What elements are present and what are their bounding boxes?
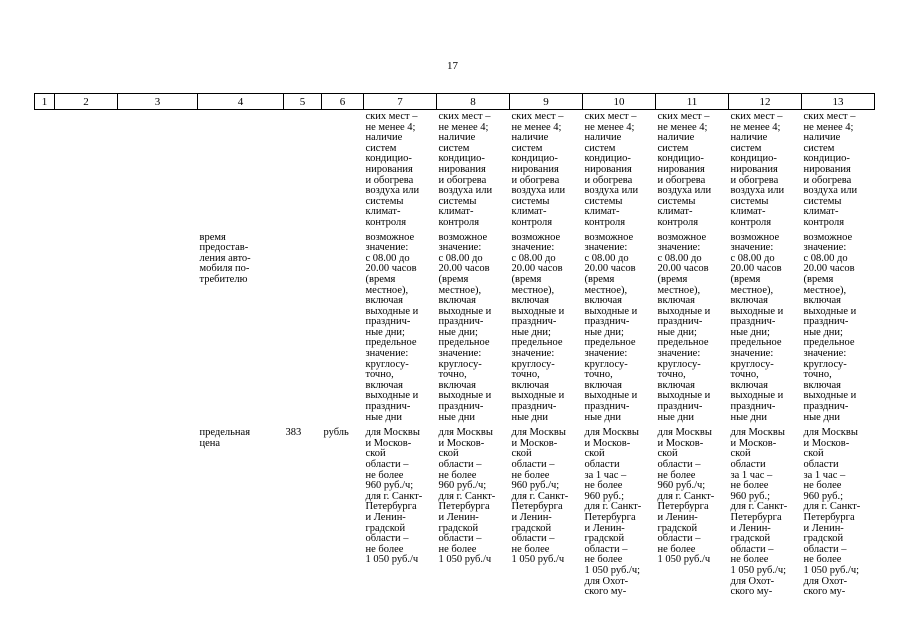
characteristic-name: время предостав- ления авто- мобиля по- требителю	[199, 231, 251, 285]
value-cell: ских мест – не менее 4; наличие систем кондицио- нирования и обогрева воздуха или системы климат- контроля	[730, 111, 785, 228]
value-cell: ских мест – не менее 4; наличие систем кондицио- нирования и обогрева воздуха или системы климат- контроля	[657, 111, 712, 228]
value-cell: возможное значение: с 08.00 до 20.00 часов (время местное), включая выходные и празднич- ные дни; предельное значение: круглосу- точно, включая выходные и празднич- ные дни	[803, 231, 857, 423]
header-row	[35, 94, 875, 110]
quantity-cell: 383	[285, 427, 302, 439]
quantity-cell	[284, 110, 322, 233]
characteristic-name	[198, 110, 284, 233]
column-header: 11	[656, 94, 729, 110]
requirements-table	[34, 93, 875, 598]
value-cell: ских мест – не менее 4; наличие систем кондицио- нирования и обогрева воздуха или системы климат- контроля	[365, 111, 420, 228]
column-header: 9	[510, 94, 583, 110]
column-header: 6	[322, 94, 364, 110]
column-header: 7	[364, 94, 437, 110]
value-cell: возможное значение: с 08.00 до 20.00 часов (время местное), включая выходные и празднич- ные дни; предельное значение: круглосу- точно, включая выходные и празднич- ные дни	[511, 231, 565, 423]
column-header: 13	[802, 94, 875, 110]
value-cell: возможное значение: с 08.00 до 20.00 часов (время местное), включая выходные и празднич- ные дни; предельное значение: круглосу- точно, включая выходные и празднич- ные дни	[365, 231, 419, 423]
column-header: 2	[55, 94, 118, 110]
column-header: 5	[284, 94, 322, 110]
value-cell: для Москвы и Москов- ской области – не более 960 руб./ч; для г. Санкт- Петербурга и Ленин- градской области – не более 1 050 руб./ч	[657, 427, 715, 566]
column-header: 3	[118, 94, 198, 110]
value-cell: для Москвы и Москов- ской области за 1 час – не более 960 руб.; для г. Санкт- Петербурга и Ленин- градской области – не более 1 050 руб./ч; для Охот- ского му-	[803, 427, 861, 598]
value-cell: для Москвы и Москов- ской области – не более 960 руб./ч; для г. Санкт- Петербурга и Ленин- градской области – не более 1 050 руб./ч	[438, 427, 496, 566]
value-cell: для Москвы и Москов- ской области за 1 час – не более 960 руб.; для г. Санкт- Петербурга и Ленин- градской области – не более 1 050 руб./ч; для Охот- ского му-	[584, 427, 642, 598]
value-cell: возможное значение: с 08.00 до 20.00 часов (время местное), включая выходные и празднич- ные дни; предельное значение: круглосу- точно, включая выходные и празднич- ные дни	[438, 231, 492, 423]
unit-cell	[322, 110, 364, 233]
table-row	[35, 233, 875, 429]
unit-cell	[322, 233, 364, 429]
column-header: 4	[198, 94, 284, 110]
value-cell: ских мест – не менее 4; наличие систем кондицио- нирования и обогрева воздуха или системы климат- контроля	[584, 111, 639, 228]
table-row	[35, 428, 875, 598]
column-header: 1	[35, 94, 55, 110]
characteristic-name: предельная цена	[199, 427, 251, 449]
value-cell: возможное значение: с 08.00 до 20.00 часов (время местное), включая выходные и празднич- ные дни; предельное значение: круглосу- точно, включая выходные и празднич- ные дни	[584, 231, 638, 423]
quantity-cell	[284, 233, 322, 429]
value-cell: ских мест – не менее 4; наличие систем кондицио- нирования и обогрева воздуха или системы климат- контроля	[438, 111, 493, 228]
value-cell: ских мест – не менее 4; наличие систем кондицио- нирования и обогрева воздуха или системы климат- контроля	[511, 111, 566, 228]
page-number: 17	[447, 60, 458, 72]
table-row	[35, 110, 875, 233]
column-header: 8	[437, 94, 510, 110]
value-cell: для Москвы и Москов- ской области за 1 час – не более 960 руб.; для г. Санкт- Петербурга и Ленин- градской области – не более 1 050 руб./ч; для Охот- ского му-	[730, 427, 788, 598]
unit-cell: рубль	[323, 427, 349, 439]
column-header: 10	[583, 94, 656, 110]
column-header: 12	[729, 94, 802, 110]
value-cell: для Москвы и Москов- ской области – не более 960 руб./ч; для г. Санкт- Петербурга и Ленин- градской области – не более 1 050 руб./ч	[511, 427, 569, 566]
value-cell: для Москвы и Москов- ской области – не более 960 руб./ч; для г. Санкт- Петербурга и Ленин- градской области – не более 1 050 руб./ч	[365, 427, 423, 566]
value-cell: возможное значение: с 08.00 до 20.00 часов (время местное), включая выходные и празднич- ные дни; предельное значение: круглосу- точно, включая выходные и празднич- ные дни	[730, 231, 784, 423]
value-cell: ских мест – не менее 4; наличие систем кондицио- нирования и обогрева воздуха или системы климат- контроля	[803, 111, 858, 228]
value-cell: возможное значение: с 08.00 до 20.00 часов (время местное), включая выходные и празднич- ные дни; предельное значение: круглосу- точно, включая выходные и празднич- ные дни	[657, 231, 711, 423]
